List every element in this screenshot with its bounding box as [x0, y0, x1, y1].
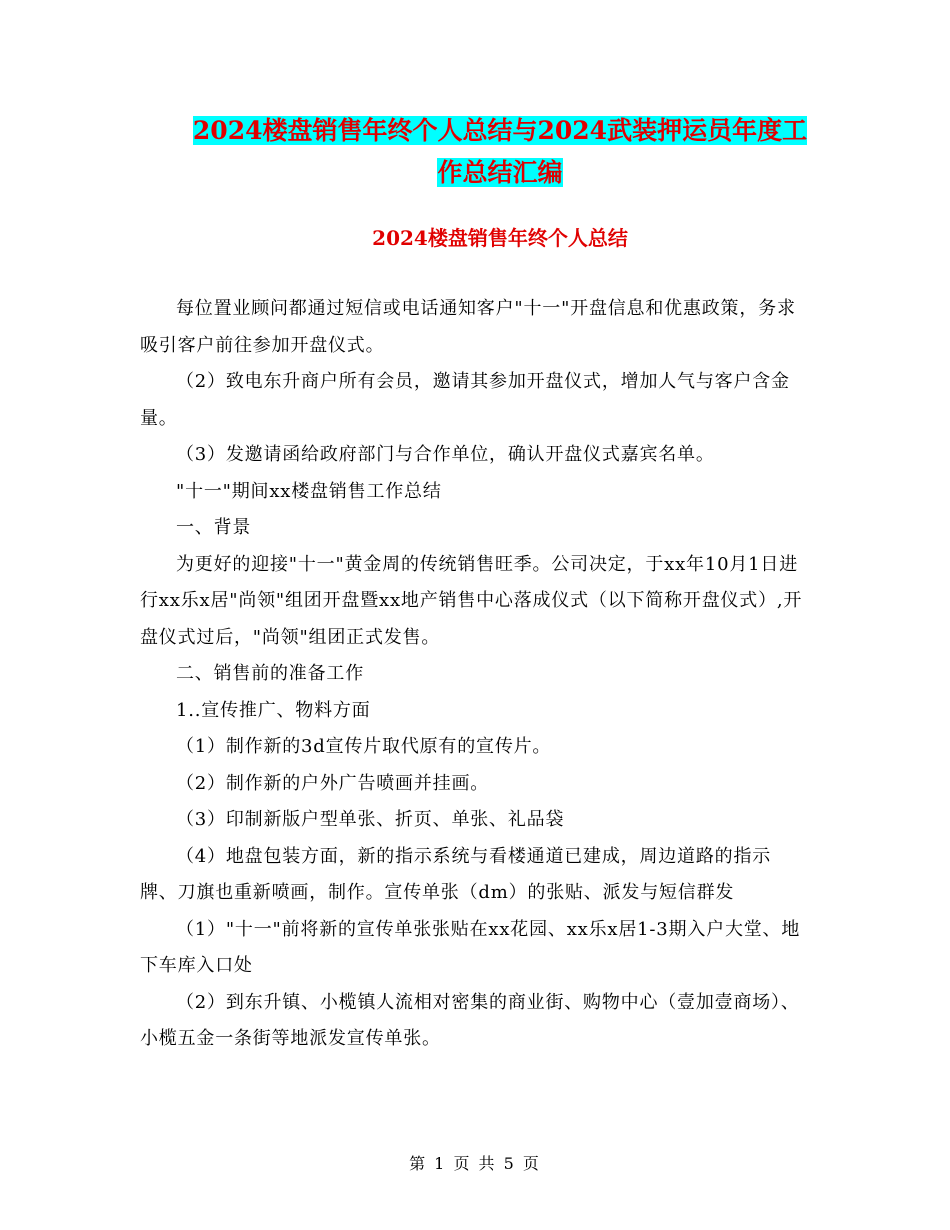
paragraph: （1）制作新的3d宣传片取代原有的宣传片。 — [176, 736, 552, 757]
paragraph: （2）到东升镇、小榄镇人流相对密集的商业街、购物中心（壹加壹商场）、小榄五金一条街等地派发宣传单张。 — [140, 991, 800, 1049]
paragraph: 1..宣传推广、物料方面 — [176, 699, 371, 721]
paragraph: 每位置业顾问都通过短信或电话通知客户"十一"开盘信息和优惠政策，务求吸引客户前往参加开盘仪式。 — [140, 298, 796, 356]
paragraph: （2）制作新的户外广告喷画并挂画。 — [176, 772, 490, 794]
document-title-line-1: 2024楼盘销售年终个人总结与2024武装押运员年度工 — [192, 116, 808, 145]
paragraph: （3）发邀请函给政府部门与合作单位，确认开盘仪式嘉宾名单。 — [176, 444, 715, 465]
paragraph: 一、背景 — [176, 517, 252, 538]
document-title — [140, 110, 860, 194]
document-title-line-2: 作总结汇编 — [437, 158, 563, 187]
paragraph: 二、销售前的准备工作 — [176, 663, 364, 684]
paragraph: （2）致电东升商户所有会员，邀请其参加开盘仪式，增加人气与客户含金量。 — [140, 371, 790, 429]
page-footer: 第 1 页 共 5 页 — [409, 1154, 541, 1173]
section-title: 2024楼盘销售年终个人总结 — [372, 226, 628, 250]
paragraph: 为更好的迎接"十一"黄金周的传统销售旺季。公司决定，于xx年10月1日进行xx乐x居"尚领"组团开盘暨xx地产销售中心落成仪式（以下简称开盘仪式）,开盘仪式过后，"尚领"组团正式发售。 — [140, 553, 803, 648]
document-body — [140, 291, 806, 1058]
paragraph: （3）印制新版户型单张、折页、单张、礼品袋 — [176, 809, 565, 830]
paragraph: （4）地盘包装方面，新的指示系统与看楼通道已建成，周边道路的指示牌、刀旗也重新喷画，制作。宣传单张（dm）的张贴、派发与短信群发 — [140, 845, 772, 903]
paragraph: （1）"十一"前将新的宣传单张张贴在xx花园、xx乐x居1-3期入户大堂、地下车库入口处 — [140, 918, 801, 976]
paragraph: "十一"期间xx楼盘销售工作总结 — [176, 480, 442, 502]
